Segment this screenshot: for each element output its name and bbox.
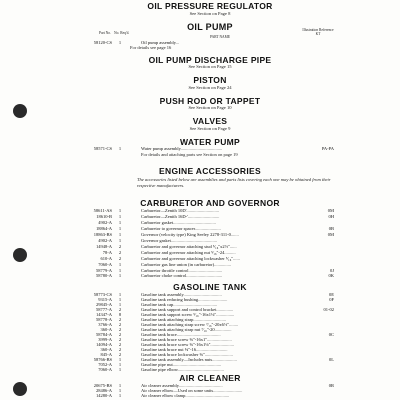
part-description: Carburetor and governor attaching nut ⁵⁄₁₆"-24.......... (141, 249, 236, 255)
column-header-no-reqd: No. Req'd. (114, 31, 130, 35)
table-row (0, 393, 400, 399)
part-number: 58777-A (96, 307, 112, 312)
quantity: 1 (118, 219, 122, 225)
quantity: 2 (118, 317, 122, 322)
part-description: Gasoline tank assembly—Includes nuts...................... (141, 357, 237, 362)
illustration-ref: 0M (327, 231, 334, 237)
illustration-ref: 0H (328, 213, 334, 219)
quantity: 2 (118, 352, 122, 357)
section-title-air-cleaner: AIR CLEANER (179, 373, 241, 383)
quantity: 1 (118, 383, 122, 388)
part-number: 14094-A (96, 342, 112, 347)
illustration-ref: 01-02 (323, 307, 334, 312)
section-title-oil-pump: OIL PUMP (187, 22, 233, 32)
quantity: 1 (118, 237, 122, 243)
quantity: 8 (118, 312, 122, 317)
quantity: 1 (118, 357, 122, 362)
section-note: See Section on Page 15 (188, 64, 232, 69)
table-row (0, 273, 400, 279)
part-description: Carburetor throttle control.............................. (141, 267, 223, 273)
quantity: 1 (118, 146, 122, 151)
quantity: 1 (118, 267, 122, 273)
part-description: Gasoline tank brace nut ⅜"-16............................ (141, 347, 228, 352)
quantity: 1 (118, 225, 122, 231)
part-number: 7060-A (98, 367, 112, 372)
part-description: Gasoline tank brace screw ⅜"-16x1"...................... (141, 337, 232, 342)
quantity: 1 (118, 388, 122, 394)
quantity: 1 (118, 261, 122, 267)
section-note: See Section on Page 10 (188, 105, 232, 110)
part-description: Carburetor and governor attaching lockwasher ⁵⁄₁₆"...... (141, 255, 240, 261)
part-description: Gasoline tank reducing bushing.......................... (141, 297, 228, 302)
quantity: 2 (118, 342, 122, 347)
quantity: 2 (118, 332, 122, 337)
part-number: 18864-A (96, 225, 112, 231)
section-title-push-rod: PUSH ROD OR TAPPET (159, 96, 261, 106)
part-description: Governor gasket......................................... (141, 237, 217, 243)
illustration-ref: 0F (329, 297, 334, 302)
part-description: Governor (velocity type) King Seeley 2278-311-0....... (141, 231, 239, 237)
section-title-oil-pump-discharge-pipe: OIL PUMP DISCHARGE PIPE (148, 55, 272, 65)
punch-hole (13, 104, 27, 118)
section-note: See Section on Page 24 (188, 85, 232, 90)
quantity: 1 (118, 40, 122, 45)
quantity: 1 (118, 297, 122, 302)
part-number: 20675-BS (93, 383, 112, 388)
illustration-ref: 0M (327, 208, 334, 213)
quantity: 1 (118, 362, 122, 367)
part-description: Gasoline tank support screw ⁵⁄₁₆"-16x1⅛"................ (141, 312, 235, 317)
illustration-ref: 0R (328, 383, 334, 388)
quantity: 1 (118, 367, 122, 372)
part-description: Water pump assembly..................................... (141, 146, 223, 151)
quantity: 2 (118, 255, 122, 261)
column-header-illustration-ref: Illustration Reference KT (302, 28, 334, 36)
part-number: 78-A (102, 249, 112, 255)
part-description: Oil pump assembly... (141, 40, 180, 45)
part-description: Gasoline tank cap....................................... (141, 302, 218, 307)
part-description: Carburetor—Zenith 16D-'............................ (141, 213, 220, 219)
part-number: 4902-A (98, 237, 112, 243)
illustration-ref: 0E (329, 292, 334, 297)
part-description: Gasoline tank brace screw ⅜"-16x1⅛"..................... (141, 342, 235, 347)
quantity: 2 (118, 337, 122, 342)
section-title-piston: PISTON (193, 75, 227, 85)
part-number: 14280-A (96, 393, 112, 399)
part-number: 29845-A (96, 302, 112, 307)
part-description: Gasoline tank attaching strap nut ⁷⁄₁₆"-20............... (141, 327, 232, 332)
part-number: 58773-CS (93, 292, 112, 297)
section-paragraph: The accessories listed below are assemblies and parts lists covering each one may be obtained from their respective manufacturers. (137, 177, 331, 188)
illustration-ref: 0J (329, 267, 334, 273)
part-number: 360-A (100, 327, 112, 332)
part-description: Air cleaner elbow clamp....................................... (141, 393, 230, 399)
part-number: 58766-BS (93, 357, 112, 362)
part-description: Gasoline tank brace....................................... (141, 332, 221, 337)
part-description: Gasoline pipe nut........................................... (141, 362, 222, 367)
part-description: Gasoline tank attaching strap............................. (141, 317, 226, 322)
part-number: 28486-A (96, 388, 112, 394)
section-title-water-pump: WATER PUMP (180, 137, 240, 147)
quantity: 1 (118, 213, 122, 219)
part-description: Gasoline tank support and control bracket............... (141, 307, 234, 312)
section-title-valves: VALVES (192, 116, 228, 126)
part-number: 610-A (100, 255, 112, 261)
part-number: 7060-A (98, 261, 112, 267)
illustration-ref: 0L (329, 357, 334, 362)
part-number: 58779-A (96, 267, 112, 273)
part-description: Carburetor—Zenith 10D'............................. (141, 208, 220, 213)
part-number: 4902-A (98, 219, 112, 225)
illustration-ref: 0B (328, 225, 334, 231)
part-description: Carburetor gasket...................................... (141, 219, 216, 225)
part-description: Carburetor and governor attaching stud ⁵⁄₁₆"x2½"...... (141, 243, 237, 249)
part-description: Air cleaner assembly....................................... (141, 383, 223, 388)
part-description: Air cleaner elbow—Used on some units.......................... (141, 388, 243, 394)
quantity: 2 (118, 249, 122, 255)
quantity: 2 (118, 243, 122, 249)
quantity: 1 (118, 292, 122, 297)
part-number: 14948-A (96, 243, 112, 249)
section-note: See Section on Page 8 (189, 11, 231, 16)
section-title-carburetor-governor: CARBURETOR AND GOVERNOR (140, 198, 280, 208)
part-number: 360-A (100, 347, 112, 352)
illustration-ref: PA-PA (321, 146, 334, 151)
section-note: See Section on Page 9 (189, 126, 231, 131)
quantity: 2 (118, 322, 122, 327)
part-description: Gasoline pipe elbow......................................... (141, 367, 224, 372)
section-title-oil-pressure-regulator: OIL PRESSURE REGULATOR (147, 1, 273, 11)
part-number: 7052-A (98, 362, 112, 367)
part-description: Gasoline tank brace lockwasher ⅜"......................... (141, 352, 233, 357)
column-header-part-no: Part No. (99, 31, 111, 35)
quantity: 1 (118, 208, 122, 213)
part-number: 58571-CS (93, 146, 112, 151)
part-number: 3766-A (98, 322, 112, 327)
section-note: For details see page 16 (130, 45, 172, 50)
section-title-engine-accessories: ENGINE ACCESSORIES (159, 166, 261, 176)
part-number: 58780-A (96, 273, 112, 279)
part-description: Gasoline tank assembly.................................. (141, 292, 222, 297)
part-number: 18610-B (96, 213, 112, 219)
part-number: 9315-A (98, 297, 112, 302)
section-title-gasoline-tank: GASOLINE TANK (173, 282, 247, 292)
quantity: 1 (118, 231, 122, 237)
part-number: 3999-A (98, 337, 112, 342)
illustration-ref: 0K (328, 273, 334, 279)
column-header-part-name: PART NAME (209, 35, 231, 39)
part-number: 14347-A (96, 312, 112, 317)
illustration-ref: 0C (328, 332, 334, 337)
part-number: 58611-AS (93, 208, 112, 213)
part-description: Carburetor choke control................................ (141, 273, 223, 279)
part-number: 58778-A (96, 317, 112, 322)
quantity: 1 (118, 302, 122, 307)
part-description: Carburetor gas line union (in carburetor)............... (141, 261, 231, 267)
table-row (0, 40, 400, 46)
part-number: 18863-BS (93, 231, 112, 237)
part-description: Gasoline tank attaching strap screw ⁷⁄₁₆"-20x6½"........ (141, 322, 239, 327)
quantity: 1 (118, 393, 122, 399)
quantity: 2 (118, 347, 122, 352)
part-number: 845-A (100, 352, 112, 357)
quantity: 1 (118, 273, 122, 279)
quantity: 2 (118, 307, 122, 312)
section-note: For details and attaching parts see Section on page 19 (141, 152, 238, 157)
quantity: 2 (118, 327, 122, 332)
part-number: 58120-CS (93, 40, 112, 45)
part-number: 58784-A (96, 332, 112, 337)
part-description: Carburetor to governor spacer....................... (141, 225, 221, 231)
